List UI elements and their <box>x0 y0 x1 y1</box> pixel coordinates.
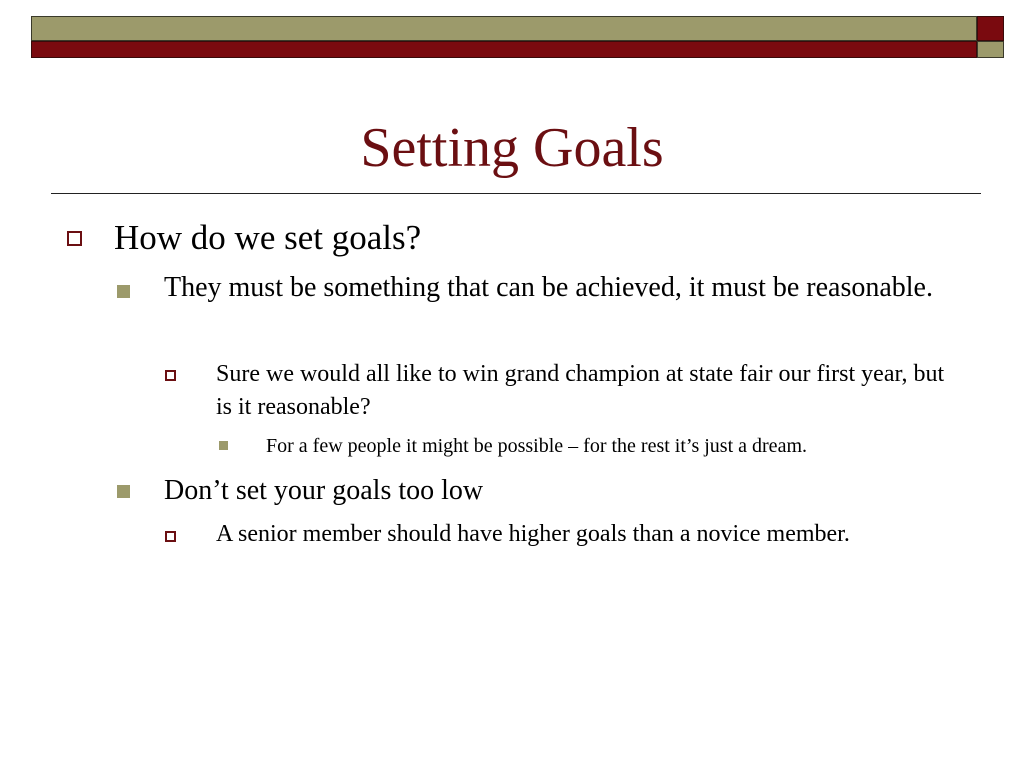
bullet-level-3: A senior member should have higher goals than a novice member. <box>216 521 850 547</box>
slide-title: Setting Goals <box>360 117 664 179</box>
hollow-square-bullet-icon <box>165 370 176 381</box>
bullet-level-2: They must be something that can be achieved, it must be reasonable. <box>164 272 933 303</box>
header-band-red <box>31 41 977 58</box>
bullet-level-1: How do we set goals? <box>114 218 422 257</box>
square-bullet-icon <box>117 485 130 498</box>
header-band-tan <box>31 16 977 41</box>
header-corner-tan <box>977 41 1004 58</box>
bullet-level-2: Don’t set your goals too low <box>164 475 484 506</box>
header-corner-red <box>977 16 1004 41</box>
square-bullet-icon <box>219 441 228 450</box>
square-bullet-icon <box>117 285 130 298</box>
title-divider <box>51 193 981 194</box>
bullet-level-3: Sure we would all like to win grand champion at state fair our first year, but is it reasonable? <box>216 361 945 420</box>
hollow-square-bullet-icon <box>67 231 82 246</box>
hollow-square-bullet-icon <box>165 531 176 542</box>
bullet-level-4: For a few people it might be possible – for the rest it’s just a dream. <box>266 435 807 457</box>
